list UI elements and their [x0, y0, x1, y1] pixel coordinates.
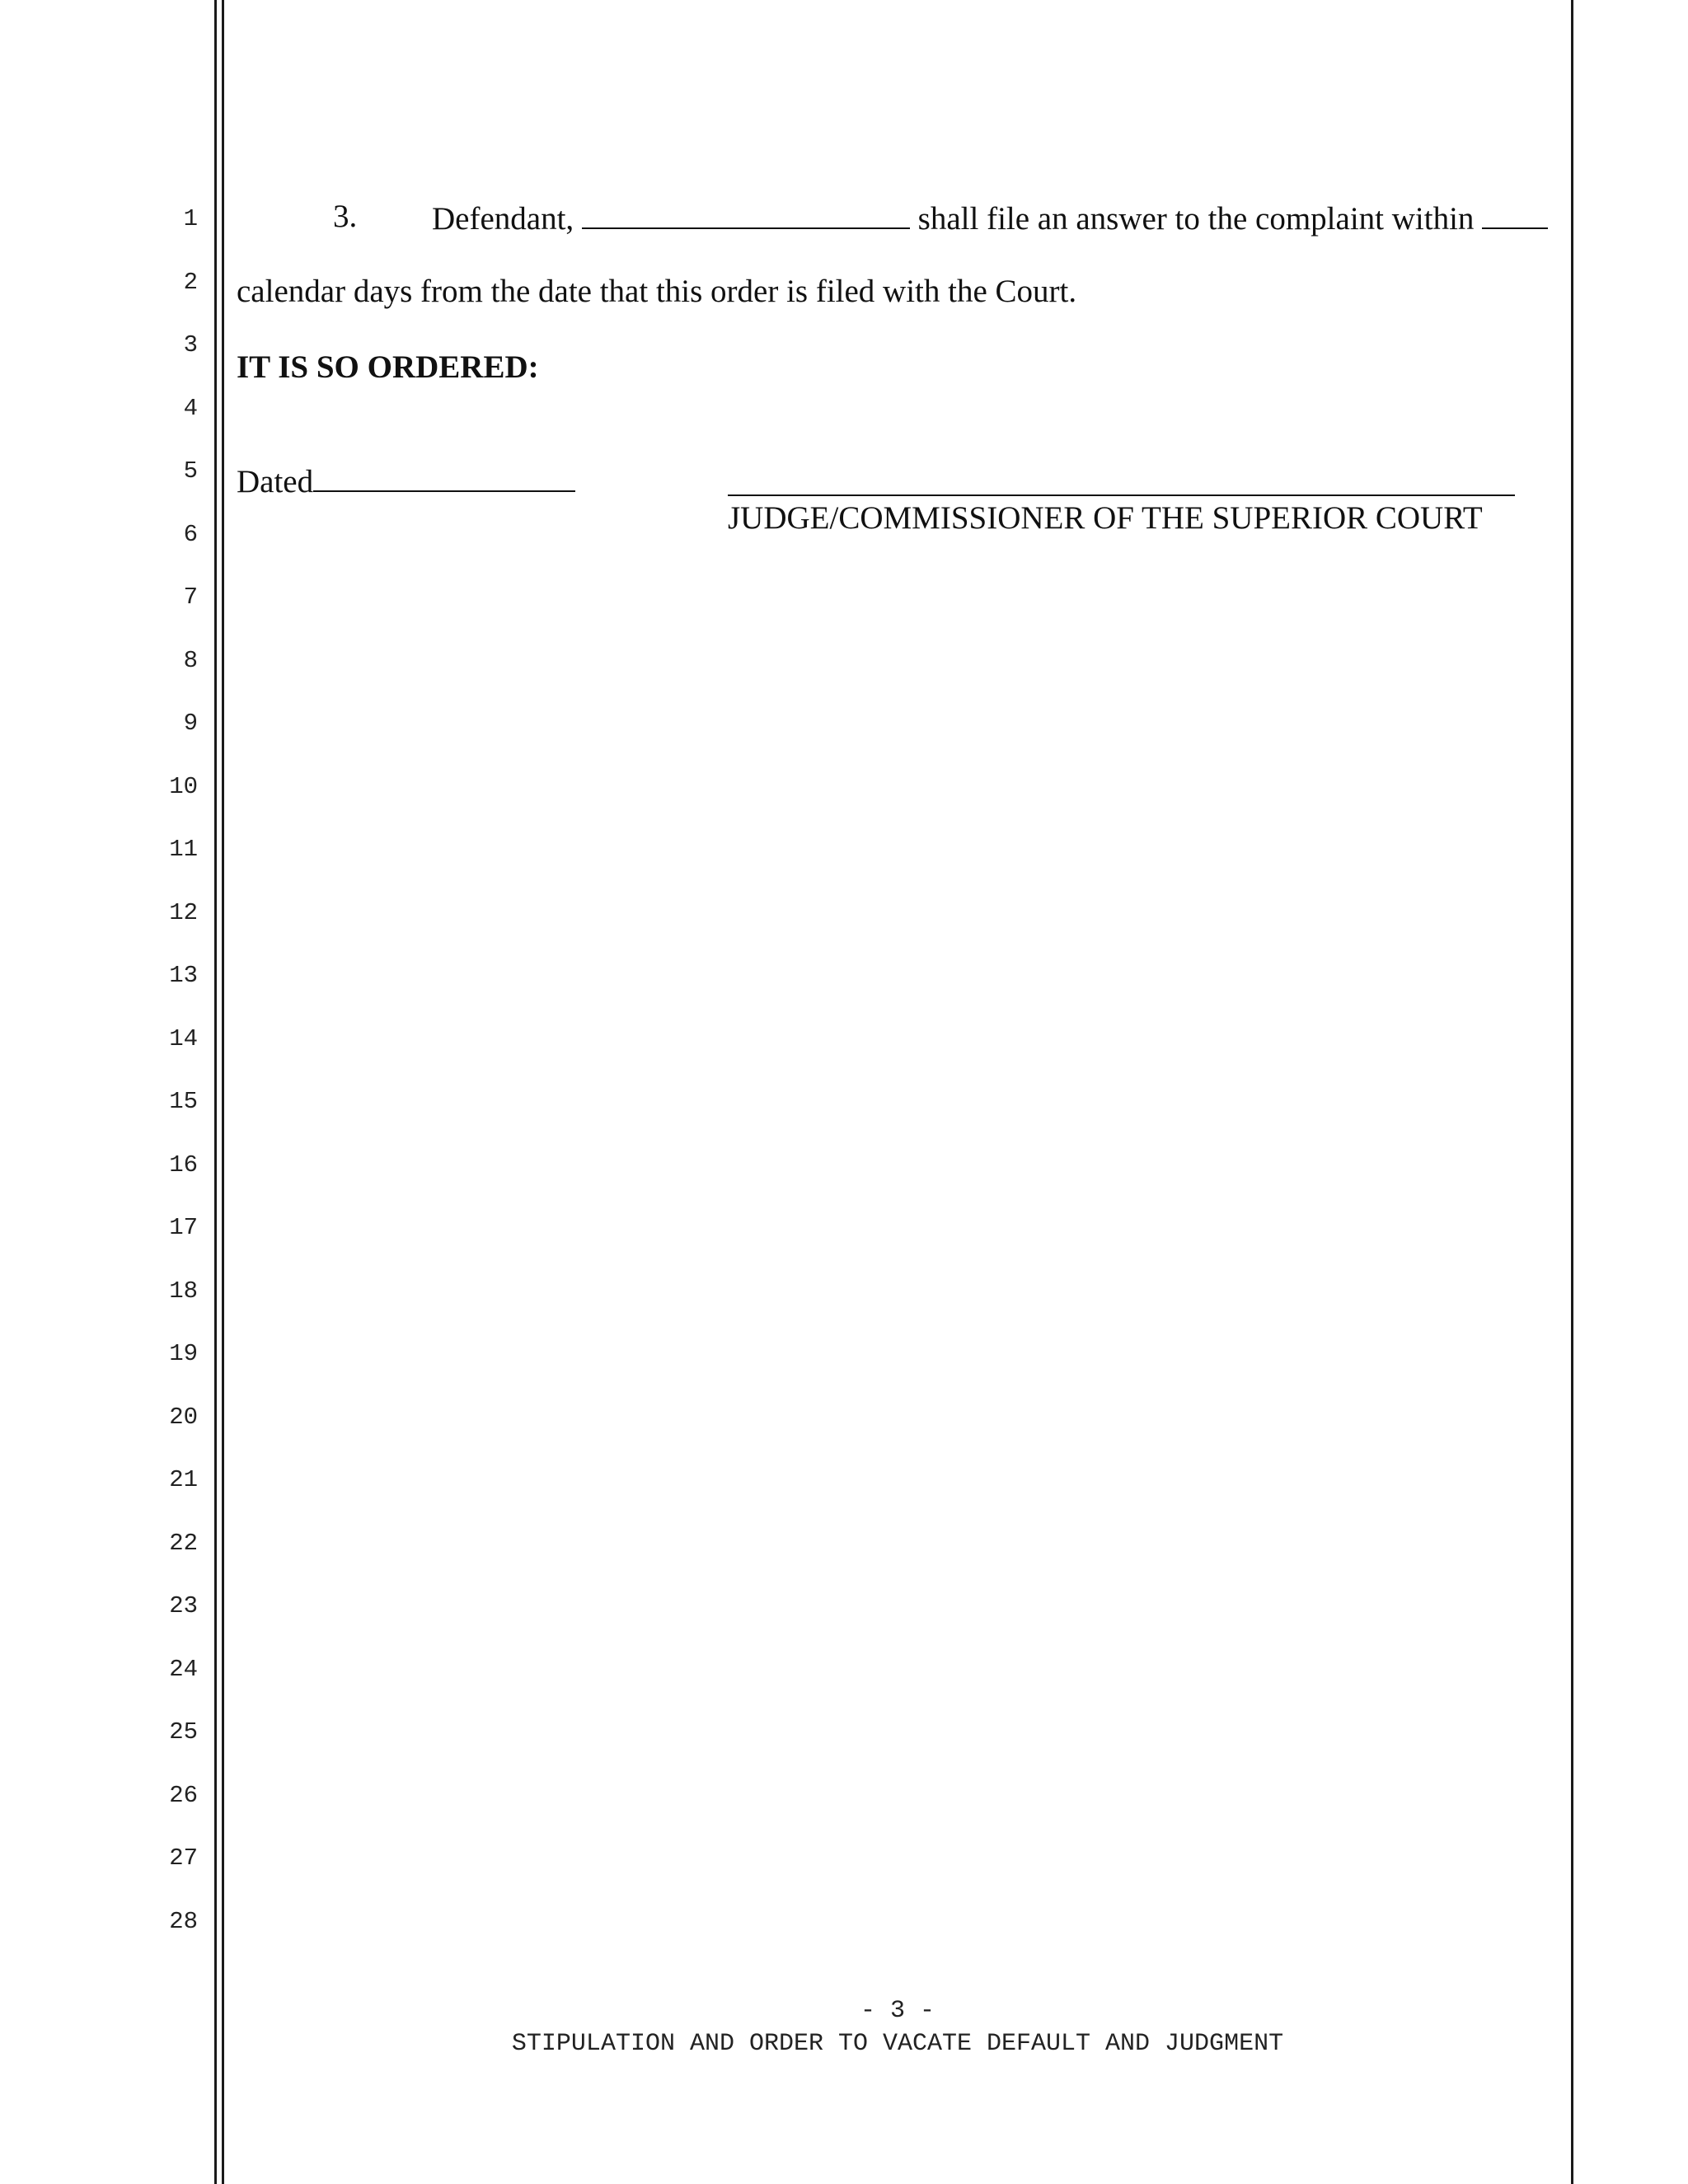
- line-number: 13: [169, 962, 198, 989]
- defendant-name-blank[interactable]: [582, 198, 910, 229]
- line-number: 7: [183, 583, 198, 611]
- footer-document-title: STIPULATION AND ORDER TO VACATE DEFAULT AND JUDGMENT: [511, 2030, 1284, 2058]
- line-number: 20: [169, 1404, 198, 1431]
- line-number: 15: [169, 1088, 198, 1115]
- dated-label: Dated: [237, 464, 314, 499]
- days-count-blank[interactable]: [1482, 198, 1548, 229]
- line-number: 12: [169, 899, 198, 926]
- judge-signature-line[interactable]: [728, 494, 1515, 496]
- line-number: 9: [183, 710, 198, 737]
- line-number: 17: [169, 1214, 198, 1241]
- line-number: 14: [169, 1025, 198, 1052]
- line-number: 3: [183, 331, 198, 359]
- line-number: 18: [169, 1277, 198, 1305]
- answer-clause-text: shall file an answer to the complaint within: [917, 201, 1475, 237]
- dated-line: [237, 461, 575, 501]
- line-number: 1: [183, 205, 198, 232]
- line-number: 10: [169, 773, 198, 800]
- defendant-label: Defendant,: [432, 201, 574, 237]
- line-number: 23: [169, 1592, 198, 1619]
- signature-caption: JUDGE/COMMISSIONER OF THE SUPERIOR COURT: [728, 500, 1483, 536]
- line-number: 22: [169, 1530, 198, 1557]
- line-number: 11: [169, 836, 198, 863]
- left-margin-rule-outer: [214, 0, 217, 2184]
- page-number: - 3 -: [860, 1997, 935, 2025]
- line-number: 4: [183, 395, 198, 422]
- paragraph-number: 3.: [333, 199, 358, 234]
- line-number: 21: [169, 1466, 198, 1493]
- line-number: 5: [183, 457, 198, 485]
- line-number: 16: [169, 1151, 198, 1179]
- right-margin-rule: [1571, 0, 1573, 2184]
- line-number: 19: [169, 1340, 198, 1367]
- line-number: 25: [169, 1718, 198, 1746]
- line-number: 27: [169, 1844, 198, 1872]
- line-number: 26: [169, 1782, 198, 1809]
- paragraph-3-line-1: [432, 198, 1548, 238]
- line-number: 6: [183, 521, 198, 548]
- paragraph-3-line-2: calendar days from the date that this order is filed with the Court.: [237, 274, 1077, 309]
- date-blank[interactable]: [313, 461, 575, 492]
- line-number: 28: [169, 1908, 198, 1935]
- line-number: 24: [169, 1656, 198, 1683]
- order-heading: IT IS SO ORDERED:: [237, 349, 539, 385]
- left-margin-rule-inner: [222, 0, 224, 2184]
- line-number: 8: [183, 647, 198, 674]
- line-number: 2: [183, 269, 198, 296]
